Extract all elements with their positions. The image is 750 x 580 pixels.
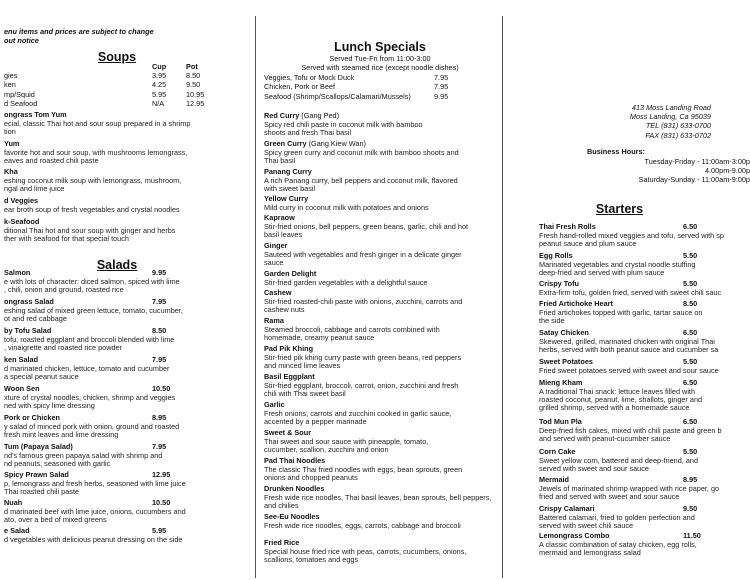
column-divider-left	[255, 16, 256, 578]
starter-item-desc: Marinated vegetables and crystal noodle stuffing	[539, 259, 696, 269]
lunch-item-name: Garlic	[264, 400, 285, 409]
salad-item-desc: tofu, roasted eggplant and broccoli blended with lime	[4, 334, 175, 344]
soup-cup-price: 5.95	[152, 89, 167, 99]
notice-line: enu items and prices are subject to change	[4, 27, 154, 36]
soup-pot-price: 10.95	[186, 89, 205, 99]
starter-item-price: 5.50	[683, 447, 698, 456]
salad-item-desc: xture of crystal noodles, chicken, shrimp and veggies	[4, 392, 176, 402]
lunch-item-name: Panang Curry	[264, 167, 312, 176]
left-column	[0, 0, 254, 580]
lunch-item-desc: and chilies	[264, 500, 299, 510]
salad-item-name: Pork or Chicken	[4, 413, 60, 422]
starter-item-price: 6.50	[683, 417, 698, 426]
address-line: 413 Moss Landing Road	[631, 103, 711, 112]
soup-item-name: ongrass Tom Yum	[4, 110, 67, 119]
soup-item-desc: tion	[4, 126, 16, 136]
starter-item-price: 11.50	[683, 531, 701, 540]
soup-pot-price: 9.50	[186, 80, 201, 90]
lunch-item-desc: accented by a pepper marinade	[264, 416, 367, 426]
lunch-item-desc: Thai sweet and sour sauce with pineapple, tomato,	[264, 436, 429, 446]
lunch-price-label: Veggies, Tofu or Mock Duck	[264, 73, 355, 82]
lunch-item-name: Garden Delight	[264, 269, 317, 278]
starter-item-name: Crispy Tofu	[539, 279, 579, 288]
soup-item-name: Yum	[4, 139, 20, 148]
lunch-item-desc: Stir-fried roasted-chili paste with onions, zucchini, carrots and	[264, 296, 463, 306]
salad-item-price: 8.95	[152, 413, 167, 422]
salad-item-price: 7.95	[152, 355, 167, 364]
starter-item-desc: A classic combination of satay chicken, egg rolls,	[539, 539, 697, 549]
lunch-item-desc: onions and chopped peanuts	[264, 472, 358, 482]
soup-cup-price: 4.25	[152, 80, 167, 90]
lunch-item-desc: Thai basil	[264, 155, 296, 165]
lunch-item-name: Drunken Noodles	[264, 484, 325, 493]
starter-item-desc: Fresh hand-rolled mixed veggies and tofu, served with sp	[539, 230, 724, 240]
lunch-price-label: Chicken, Pork or Beef	[264, 82, 335, 92]
lunch-item-desc: with sweet basil	[264, 183, 316, 193]
starter-item-desc: Battered calamari, fried to golden perfection and	[539, 512, 695, 522]
salad-item-desc: ato, over a bed of mixed greens	[4, 514, 107, 524]
soup-cup-price: 3.95	[152, 71, 167, 80]
soup-item-name: Kha	[4, 167, 18, 176]
starter-item-price: 5.50	[683, 357, 698, 366]
lunch-subtitle: Served with steamed rice (except noodle dishes)	[301, 62, 459, 72]
address-line: TEL (831) 633-0700	[645, 121, 711, 131]
lunch-item-thai-name: (Gang Kiew Wan)	[306, 139, 366, 148]
hours-line: Saturday-Sunday - 11:00am-9:00p	[638, 175, 750, 185]
salad-item-desc: p, lemongrass and fresh herbs, seasoned with lime juice	[4, 478, 186, 488]
salad-item-name: Salmon	[4, 268, 31, 277]
lunch-item-name: Red Curry (Gang Ped)	[264, 111, 340, 120]
starter-item-price: 8.50	[683, 299, 698, 308]
salad-item-name: e Salad	[4, 526, 30, 535]
lunch-item-thai-name: (Gang Ped)	[299, 111, 340, 120]
lunch-item-name: Ginger	[264, 241, 288, 250]
lunch-price-value: 9.95	[434, 91, 449, 101]
lunch-item-desc: Stir-fried pik khing curry paste with green beans, red peppers	[264, 352, 462, 362]
salad-item-name: Woon Sen	[4, 384, 40, 393]
soup-item-desc: eshing coconut milk soup with lemongrass, mushroom,	[4, 175, 182, 185]
lunch-item-desc: Fresh wide rice noodles, Thai basil leaves, bean sprouts, bell peppers,	[264, 492, 492, 502]
hours-title: Business Hours:	[587, 147, 645, 156]
salad-item-name: by Tofu Salad	[4, 326, 52, 335]
starter-item-name: Lemongrass Combo	[539, 531, 610, 540]
salad-item-desc: ot and red cabbage	[4, 313, 67, 323]
hours-line: Tuesday-Friday - 11:00am-3:00p	[644, 157, 750, 166]
soup-size-name: mp/Squid	[4, 89, 35, 99]
lunch-item-name: Green Curry (Gang Kiew Wan)	[264, 139, 366, 148]
starter-item-name: Thai Fresh Rolls	[539, 222, 596, 231]
notice-line: out notice	[4, 36, 39, 45]
lunch-item-desc: and minced lime leaves	[264, 360, 341, 370]
salad-item-desc: d marinated beef with lime juice, onions, cucumbers and	[4, 506, 186, 516]
starters-heading: Starters	[595, 202, 644, 216]
starter-item-desc: Fried artichokes topped with garlic, tartar sauce on	[539, 307, 703, 317]
salad-item-desc: , chili, onion and ground, roasted rice	[4, 284, 124, 294]
starter-item-name: Satay Chicken	[539, 328, 589, 337]
salad-item-desc: ned with spicy lime dressing	[4, 400, 95, 410]
lunch-subtitle: Served Tue-Fri from 11:00-3:00	[329, 54, 431, 63]
salad-item-desc: d marinated chicken, lettuce, tomato and cucumber	[4, 363, 170, 373]
lunch-item-desc: cashew nuts	[264, 304, 305, 314]
soups-cup-header: Cup	[152, 62, 167, 71]
address-line: Moss Landing, Ca 95039	[629, 112, 711, 122]
salad-item-desc: nd peanuts, seasoned with garlic	[4, 458, 111, 468]
salad-item-name: ken Salad	[4, 355, 39, 364]
starter-item-price: 6.50	[683, 328, 698, 337]
lunch-item-desc: sauce	[264, 257, 284, 267]
starter-item-desc: grilled shrimp, served with a homemade sauce	[539, 403, 690, 413]
salad-item-desc: d vegetables with delicious peanut dressing on the side	[4, 534, 183, 544]
salad-item-name: ongrass Salad	[4, 297, 54, 306]
salad-item-name: Spicy Prawn Salad	[4, 470, 69, 479]
soup-item-desc: favorite hot and sour soup, with mushrooms lemongrass,	[4, 147, 188, 157]
starter-item-price: 6.50	[683, 222, 698, 231]
salad-item-price: 12.95	[152, 470, 171, 479]
soup-item-desc: ear broth soup of fresh vegetables and crystal noodles	[4, 204, 180, 214]
salad-item-price: 10.50	[152, 384, 171, 393]
soups-pot-header: Pot	[186, 62, 198, 71]
lunch-specials-heading: Lunch Specials	[334, 40, 426, 54]
lunch-item-name: Cashew	[264, 288, 292, 297]
lunch-item-name: Sweet & Sour	[264, 428, 312, 437]
lunch-item-desc: shoots and fresh Thai basil	[264, 127, 352, 137]
soups-heading: Soups	[97, 50, 137, 64]
salad-item-name: Tum (Papaya Salad)	[4, 442, 73, 451]
soup-item-desc: ditional Thai hot and sour soup with ginger and herbs	[4, 225, 176, 235]
starter-item-name: Mieng Kham	[539, 378, 583, 387]
salad-item-desc: eshing salad of mixed green lettuce, tomato, cucumber,	[4, 305, 183, 315]
starter-item-desc: A traditional Thai snack: lettuce leaves filled with	[539, 386, 696, 396]
soup-item-desc: ecial, classic Thai hot and sour soup prepared in a shrimp	[4, 118, 191, 128]
starter-item-desc: Skewered, grilled, marinated chicken with original Thai	[539, 336, 715, 346]
soup-item-desc: ther with seafood for that special touch	[4, 233, 129, 243]
starter-item-desc: fried and served with sweet and sour sauce	[539, 491, 680, 501]
soup-item-desc: eaves and roasted chili paste	[4, 155, 99, 165]
soup-item-name: k-Seafood	[4, 217, 40, 226]
starter-item-name: Mermaid	[539, 475, 570, 484]
starter-item-name: Sweet Potatoes	[539, 357, 593, 366]
starter-item-desc: Deep-fried fish cakes, mixed with chili paste and green b	[539, 425, 722, 435]
salad-item-price: 5.95	[152, 526, 167, 535]
middle-column	[258, 0, 502, 580]
salads-heading: Salads	[96, 258, 138, 272]
salad-item-price: 7.95	[152, 297, 167, 306]
starter-item-name: Tod Mun Pla	[539, 417, 582, 426]
salad-item-price: 7.95	[152, 442, 167, 451]
starter-item-desc: Extra-firm tofu, golden fried, served with sweet chili sauc	[539, 287, 722, 297]
soup-size-name: gies	[4, 71, 18, 80]
lunch-item-desc: Fresh wide rice noodles, eggs, carrots, cabbage and broccoli	[264, 520, 461, 530]
lunch-item-desc: cucumber, scallion, zucchini and onion	[264, 444, 389, 454]
lunch-item-desc: Spicy green curry and coconut milk with bamboo shoots and	[264, 147, 459, 157]
lunch-item-name: Basil Eggplant	[264, 372, 315, 381]
lunch-item-desc: Steamed broccoli, cabbage and carrots combined with	[264, 324, 440, 334]
lunch-item-desc: The classic Thai fried noodles with eggs, bean sprouts, green	[264, 464, 463, 474]
starter-item-desc: mermaid and lemongrass salad	[539, 547, 641, 557]
salad-item-price: 10.50	[152, 498, 171, 507]
lunch-price-value: 7.95	[434, 73, 449, 82]
lunch-item-desc: Special house fried rice with peas, carrots, cucumbers, onions,	[264, 546, 467, 556]
salad-item-name: Nuah	[4, 498, 23, 507]
column-divider-right	[502, 16, 503, 578]
lunch-item-name: See-Eu Noodles	[264, 512, 320, 521]
hours-line: 4.00pm-9.00p	[704, 166, 750, 176]
lunch-price-value: 7.95	[434, 82, 449, 92]
lunch-item-desc: Stir-fried onions, bell peppers, green beans, garlic, chili and hot	[264, 221, 469, 231]
lunch-item-name: Rama	[264, 316, 284, 325]
lunch-price-label: Seafood (Shrimp/Scallops/Calamari/Mussels)	[264, 91, 411, 101]
starter-item-desc: deep-fried and served with plum sauce	[539, 267, 665, 277]
lunch-item-name: Pad Pik Khing	[264, 344, 314, 353]
soup-pot-price: 8.50	[186, 71, 201, 80]
salad-item-price: 8.50	[152, 326, 167, 335]
salad-item-desc: y salad of minced pork with onion, ground and roasted	[4, 421, 180, 431]
soup-pot-price: 12.95	[186, 99, 205, 109]
starter-item-price: 6.50	[683, 378, 698, 387]
starter-item-desc: roasted coconut, peanut, lime, shallots, ginger and	[539, 394, 703, 404]
lunch-item-name: Kapraow	[264, 213, 295, 222]
starter-item-price: 5.50	[683, 279, 698, 288]
starter-item-desc: peanut sauce and plum sauce	[539, 238, 637, 248]
salad-item-desc: a special peanut sauce	[4, 371, 79, 381]
lunch-item-desc: chili with Thai sweet basil	[264, 388, 346, 398]
lunch-item-name: Pad Thai Noodles	[264, 456, 326, 465]
lunch-item-name: Yellow Curry	[264, 194, 309, 203]
lunch-item-desc: A rich Panang curry, bell peppers and coconut milk, flavored	[264, 175, 458, 185]
soup-cup-price: N/A	[152, 99, 165, 109]
starter-item-desc: Sweet yellow corn, battered and deep-friend, and	[539, 455, 699, 465]
starter-item-name: Crispy Calamari	[539, 504, 595, 513]
salad-item-price: 9.95	[152, 268, 167, 277]
lunch-item-desc: Stir-fried garden vegetables with a delightful sauce	[264, 277, 428, 287]
starter-item-name: Egg Rolls	[539, 251, 573, 260]
salad-item-desc: , vinaigrette and roasted rice powder	[4, 342, 123, 352]
lunch-item-desc: homemade, creamy peanut sauce	[264, 332, 375, 342]
starter-item-desc: the side	[539, 315, 565, 325]
soup-size-name: ken	[4, 80, 16, 90]
starter-item-desc: and served with peanut-cucumber sauce	[539, 433, 671, 443]
soup-item-name: d Veggies	[4, 196, 39, 205]
starter-item-desc: Fried sweet potatoes served with sweet and sour sauce	[539, 365, 719, 375]
salad-item-desc: Thai roasted chili paste	[4, 486, 80, 496]
lunch-item-desc: scallions, tomatoes and eggs	[264, 554, 359, 564]
starter-item-desc: herbs, served with both peanut sauce and cucumber sa	[539, 344, 719, 354]
starter-item-desc: served with sweet and sour sauce	[539, 463, 649, 473]
starter-item-name: Corn Cake	[539, 447, 576, 456]
address-line: FAX (831) 633-0702	[645, 130, 711, 140]
lunch-item-desc: Fresh onions, carrots and zucchini cooked in garlic sauce,	[264, 408, 452, 418]
starter-item-price: 9.50	[683, 504, 698, 513]
lunch-item-desc: Mild curry in coconut milk with potatoes and onions	[264, 202, 429, 212]
salad-item-desc: fresh mint leaves and lime dressing	[4, 429, 119, 439]
soup-size-name: d Seafood	[4, 99, 38, 109]
lunch-item-desc: basil leaves	[264, 229, 303, 239]
starter-item-name: Fried Artichoke Heart	[539, 299, 613, 308]
starter-item-desc: Jewels of marinated shrimp wrapped with rice paper, go	[539, 483, 720, 493]
lunch-item-desc: Stir-fried eggplant, broccoli, carrot, onion, zucchini and fresh	[264, 380, 459, 390]
starter-item-price: 8.95	[683, 475, 698, 484]
starter-item-desc: served with sweet chili sauce	[539, 520, 634, 530]
lunch-item-desc: Spicy red chili paste in coconut milk with bamboo	[264, 119, 423, 129]
right-column	[505, 0, 750, 580]
lunch-item-name: Fried Rice	[264, 538, 300, 547]
lunch-item-desc: Sauteed with vegetables and fresh ginger in a delicate ginger	[264, 249, 462, 259]
soup-item-desc: ngal and lime juice	[4, 183, 65, 193]
starter-item-price: 5.50	[683, 251, 698, 260]
salad-item-desc: e with lots of character: diced salmon, spiced with lime	[4, 276, 180, 286]
salad-item-desc: nd's famous green papaya salad with shrimp and	[4, 450, 163, 460]
